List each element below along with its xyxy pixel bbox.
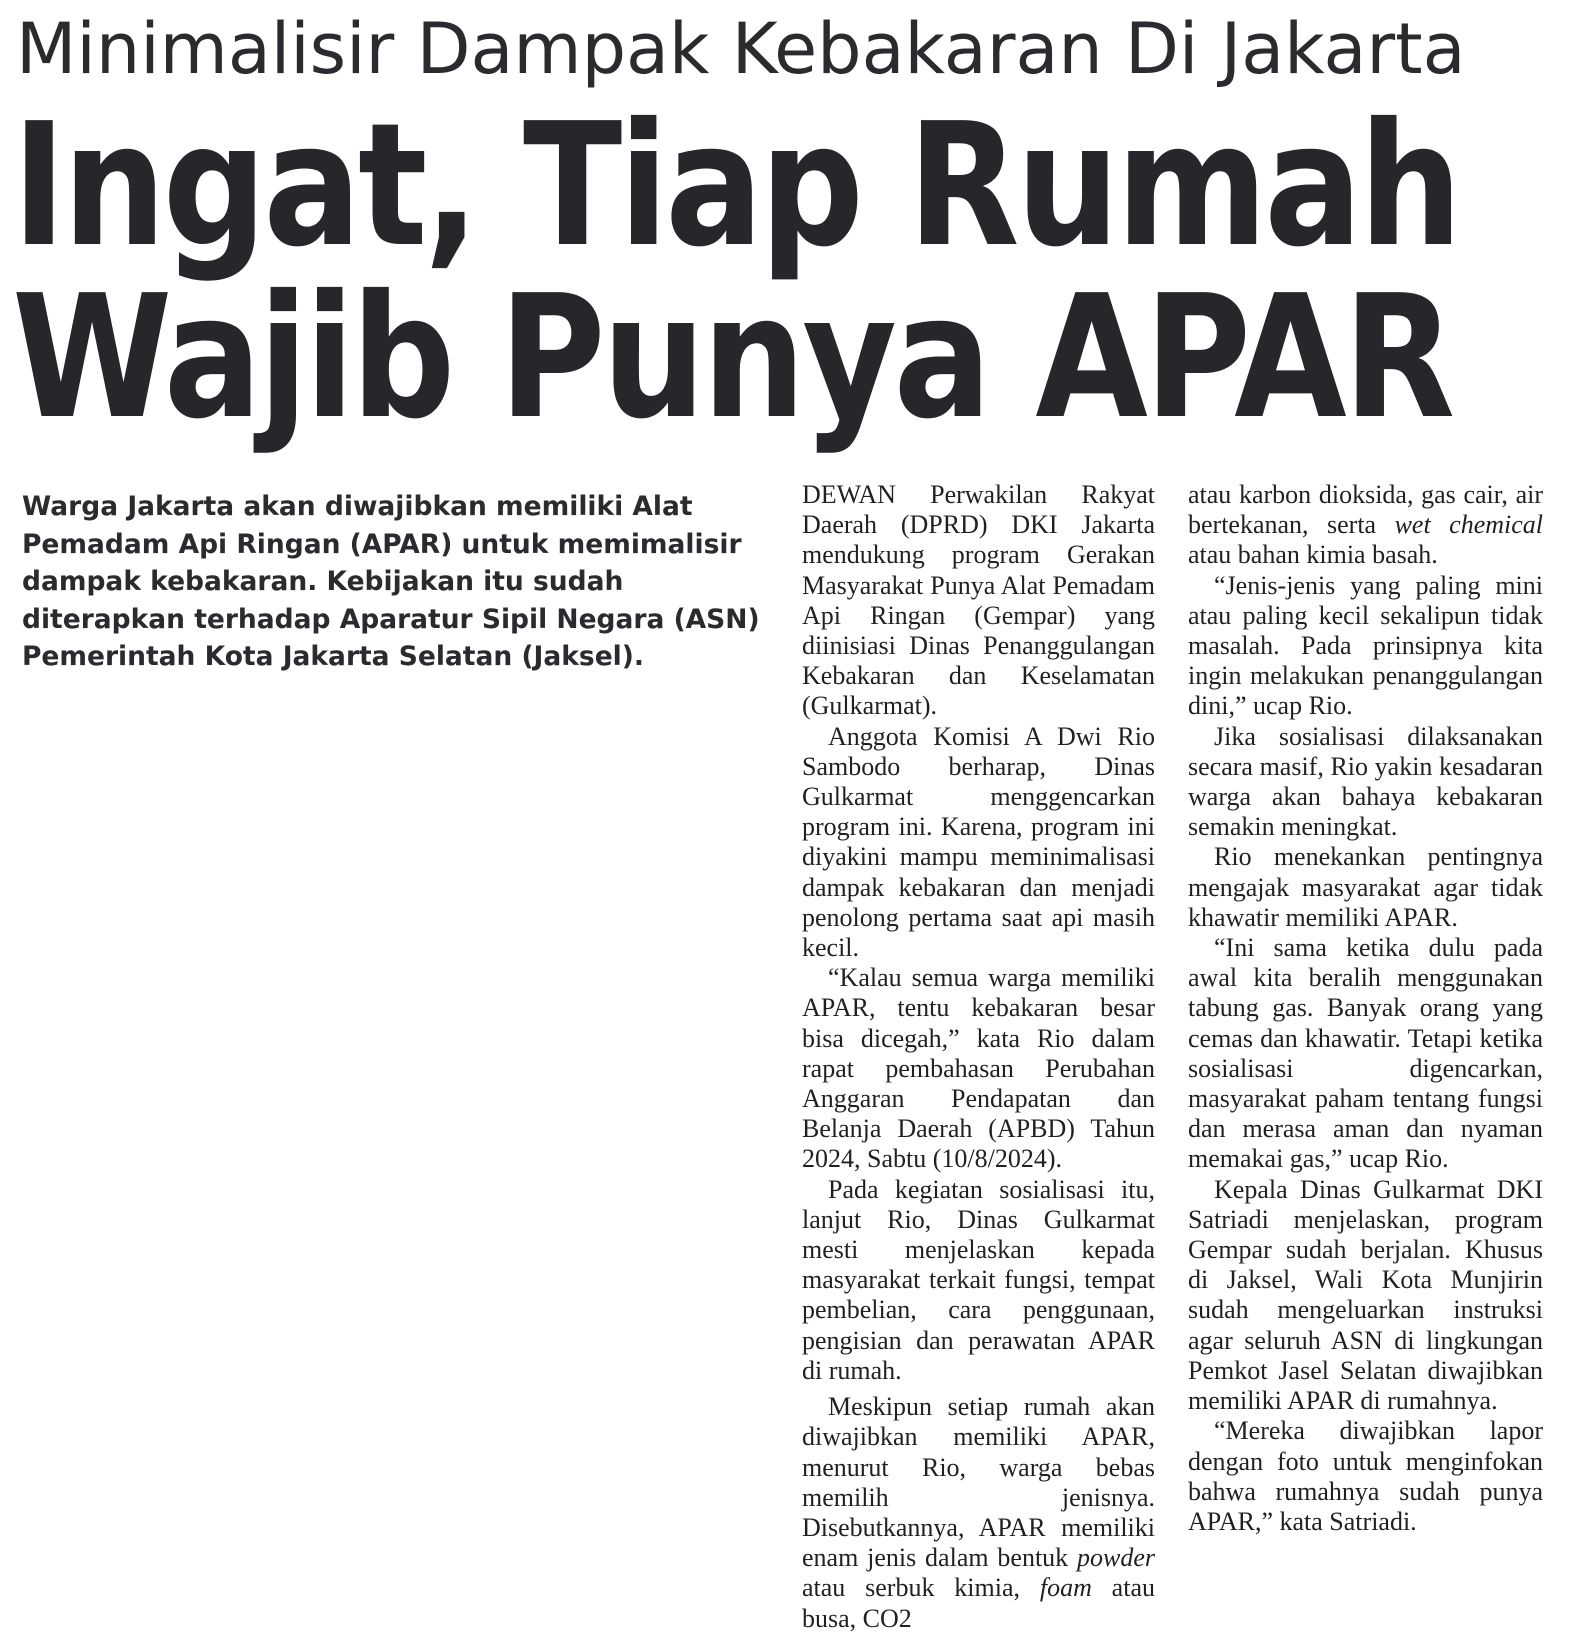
- body-paragraph: “Kalau semua warga memiliki APAR, tentu kebakaran besar bisa dicegah,” kata Rio dalam rapat pembahasan Perubahan Anggaran Pendapatan dan Belanja Daerah (APBD) Tahun 2024, Sabtu (10/8/2024).: [802, 963, 1155, 1174]
- italic-term: foam: [1039, 1573, 1092, 1603]
- body-paragraph: “Mereka diwajibkan lapor dengan foto untuk menginfokan bahwa rumahnya sudah punya APAR,” kata Satriadi.: [1188, 1416, 1543, 1536]
- headline-line-1: Ingat, Tiap Rumah: [12, 87, 1459, 285]
- text-run: atau bahan kimia basah.: [1188, 540, 1438, 570]
- body-paragraph: DEWAN Perwakilan Rakyat Daerah (DPRD) DKI Jakarta mendukung program Gerakan Masyarakat Punya Alat Pemadam Api Ringan (Gempar) yang diinisiasi Dinas Penanggulangan Kebakaran dan Keselamatan (Gulkarmat).: [802, 480, 1155, 721]
- kicker-headline: Minimalisir Dampak Kebakaran Di Jakarta: [16, 8, 1466, 90]
- text-run: Meskipun setiap rumah akan diwajibkan memiliki APAR, menurut Rio, warga bebas memilih jenisnya. Disebutkannya, APAR memiliki enam jenis dalam bentuk: [802, 1392, 1155, 1573]
- body-paragraph: Kepala Dinas Gulkarmat DKI Satriadi menjelaskan, program Gempar sudah berjalan. Khusus di Jaksel, Wali Kota Munjirin sudah mengeluarkan instruksi agar seluruh ASN di lingkungan Pemkot Jasel Selatan diwajibkan memiliki APAR di rumahnya.: [1188, 1174, 1543, 1416]
- main-headline: [12, 87, 1459, 457]
- body-paragraph: Pada kegiatan sosialisasi itu, lanjut Rio, Dinas Gulkarmat mesti menjelaskan kepada masyarakat terkait fungsi, tempat pembelian, cara penggunaan, pengisian dan perawatan APAR di rumah.: [802, 1174, 1155, 1385]
- body-column-1: [802, 480, 1155, 1634]
- body-column-2: [1188, 480, 1543, 1537]
- body-paragraph: [802, 1392, 1155, 1634]
- body-paragraph: [1188, 480, 1543, 571]
- body-paragraph: “Ini sama ketika dulu pada awal kita beralih menggunakan tabung gas. Banyak orang yang cemas dan khawatir. Tetapi ketika sosialisasi digencarkan, masyarakat paham tentang fungsi dan merasa aman dan nyaman memakai gas,” ucap Rio.: [1188, 933, 1543, 1174]
- body-paragraph: Rio menekankan pentingnya mengajak masyarakat agar tidak khawatir memiliki APAR.: [1188, 842, 1543, 932]
- text-run: atau busa, CO2: [802, 1573, 1155, 1633]
- text-run: atau karbon dioksida, gas cair, air bertekanan, serta: [1188, 480, 1543, 540]
- text-run: atau serbuk kimia,: [802, 1573, 1040, 1603]
- italic-term: powder: [1077, 1543, 1155, 1573]
- body-paragraph: Jika sosialisasi dilaksanakan secara masif, Rio yakin kesadaran warga akan bahaya kebakaran semakin meningkat.: [1188, 721, 1543, 842]
- body-paragraph: Anggota Komisi A Dwi Rio Sambodo berharap, Dinas Gulkarmat menggencarkan program ini. Karena, program ini diyakini mampu meminimalisasi dampak kebakaran dan menjadi penolong pertama saat api masih kecil.: [802, 721, 1155, 963]
- lead-paragraph: Warga Jakarta akan diwajibkan memiliki Alat Pemadam Api Ringan (APAR) untuk memimalisir dampak kebakaran. Kebijakan itu sudah diterapkan terhadap Aparatur Sipil Negara (ASN) Pemerintah Kota Jakarta Selatan (Jaksel).: [22, 491, 760, 672]
- body-paragraph: “Jenis-jenis yang paling mini atau paling kecil sekalipun tidak masalah. Pada prinsipnya kita ingin melakukan penanggulangan dini,” ucap Rio.: [1188, 570, 1543, 721]
- italic-term: wet chemical: [1394, 510, 1544, 540]
- headline-line-2: Wajib Punya APAR: [12, 259, 1452, 457]
